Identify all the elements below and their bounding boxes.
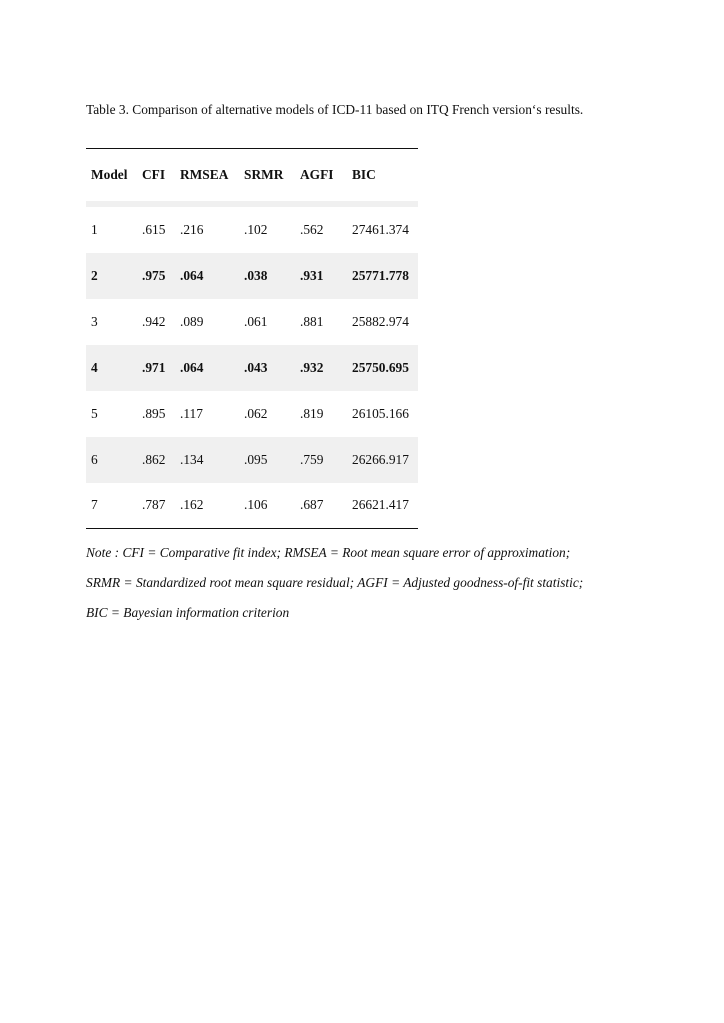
- cell-bic: 26266.917: [352, 451, 409, 467]
- cell-cfi: .895: [142, 405, 166, 421]
- cell-srmr: .095: [244, 451, 268, 467]
- cell-srmr: .038: [244, 267, 268, 283]
- cell-agfi: .932: [300, 359, 324, 375]
- cell-cfi: .862: [142, 451, 166, 467]
- cell-rmsea: .162: [180, 497, 204, 513]
- cell-model: 3: [91, 313, 98, 329]
- cell-model: 2: [91, 267, 98, 283]
- note-line: BIC = Bayesian information criterion: [86, 605, 290, 620]
- cell-rmsea: .064: [180, 267, 204, 283]
- header-rmsea: RMSEA: [180, 166, 229, 182]
- note-line: SRMR = Standardized root mean square residual; AGFI = Adjusted goodness-of-fit statistic;: [86, 575, 584, 590]
- header-srmr: SRMR: [244, 166, 284, 182]
- cell-agfi: .562: [300, 221, 324, 237]
- cell-bic: 25882.974: [352, 313, 409, 329]
- table-row: [86, 437, 418, 483]
- header-model: Model: [91, 166, 128, 182]
- cell-model: 1: [91, 221, 98, 237]
- cell-bic: 26621.417: [352, 497, 409, 513]
- cell-srmr: .062: [244, 405, 268, 421]
- table-row: [86, 253, 418, 299]
- cell-bic: 25771.778: [352, 267, 409, 283]
- cell-agfi: .819: [300, 405, 324, 421]
- header-agfi: AGFI: [300, 166, 334, 182]
- table-caption: Table 3. Comparison of alternative models of ICD-11 based on ITQ French version‘s results.: [86, 102, 584, 117]
- table-row: [86, 299, 418, 345]
- cell-srmr: .106: [244, 497, 268, 513]
- cell-cfi: .971: [142, 359, 166, 375]
- cell-agfi: .931: [300, 267, 324, 283]
- header-bic: BIC: [352, 166, 376, 182]
- table-row: [86, 207, 418, 253]
- cell-agfi: .759: [300, 451, 324, 467]
- cell-agfi: .687: [300, 497, 324, 513]
- header-cfi: CFI: [142, 166, 166, 182]
- cell-bic: 26105.166: [352, 405, 409, 421]
- table-row: [86, 391, 418, 437]
- cell-cfi: .975: [142, 267, 166, 283]
- cell-srmr: .061: [244, 313, 268, 329]
- table-header-row: [86, 149, 418, 201]
- cell-rmsea: .117: [180, 405, 203, 421]
- cell-model: 5: [91, 405, 98, 421]
- cell-rmsea: .216: [180, 221, 204, 237]
- cell-rmsea: .134: [180, 451, 204, 467]
- cell-bic: 25750.695: [352, 359, 409, 375]
- note-line: Note : CFI = Comparative fit index; RMSEA = Root mean square error of approximation;: [86, 545, 571, 560]
- cell-model: 6: [91, 451, 98, 467]
- table-row: [86, 483, 418, 529]
- cell-bic: 27461.374: [352, 221, 409, 237]
- cell-srmr: .102: [244, 221, 268, 237]
- cell-cfi: .942: [142, 313, 166, 329]
- cell-cfi: .787: [142, 497, 166, 513]
- cell-srmr: .043: [244, 359, 268, 375]
- table-note: [86, 538, 583, 628]
- cell-cfi: .615: [142, 221, 166, 237]
- cell-model: 7: [91, 497, 98, 513]
- cell-agfi: .881: [300, 313, 324, 329]
- cell-model: 4: [91, 359, 98, 375]
- table-row: [86, 345, 418, 391]
- results-table-container: [86, 148, 418, 529]
- cell-rmsea: .064: [180, 359, 204, 375]
- model-comparison-table: [86, 148, 418, 529]
- cell-rmsea: .089: [180, 313, 204, 329]
